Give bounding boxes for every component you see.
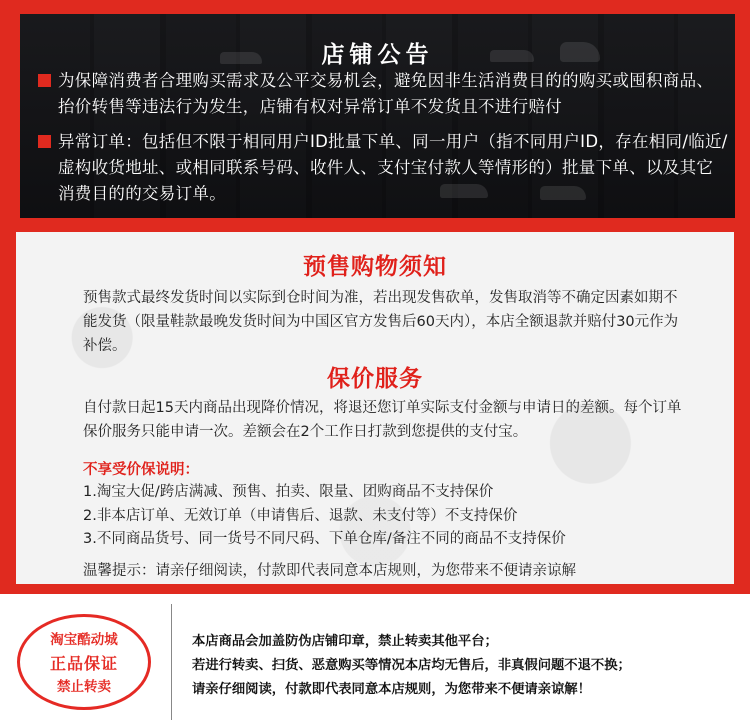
vertical-divider xyxy=(171,604,172,720)
stamp-no-resale: 禁止转卖 xyxy=(57,679,111,695)
footer-line-agree: 请亲仔细阅读，付款即代表同意本店规则，为您带来不便请亲谅解！ xyxy=(192,682,591,697)
list-item: 3.不同商品货号、同一货号不同尺码、下单仓库/备注不同的商品不支持保价 xyxy=(83,531,566,547)
authenticity-section xyxy=(0,598,750,723)
presale-body: 预售款式最终发货时间以实际到仓时间为准，若出现发售砍单，发售取消等不确定因素如期不能发货（限量鞋款最晚发货时间为中国区官方发售后60天内），本店全额退款并赔付30元作为补偿。 xyxy=(83,290,679,354)
store-seal-stamp xyxy=(17,614,151,710)
footer-line-no-aftersale: 若进行转卖、扫货、恶意购买等情况本店均无售后，非真假问题不退不换； xyxy=(192,658,631,673)
stamp-store-name: 淘宝酷动城 xyxy=(50,632,118,648)
price-protection-body: 自付款日起15天内商品出现降价情况，将退还您订单实际支付金额与申请日的差额。每个订单保价服务只能申请一次。差额会在2个工作日打款到您提供的支付宝。 xyxy=(83,400,682,440)
bullet-square-icon xyxy=(38,74,51,87)
notice-paragraph-abnormal-orders xyxy=(58,129,728,207)
presale-title: 预售购物须知 xyxy=(303,254,447,280)
warm-tips: 温馨提示：请亲仔细阅读，付款即代表同意本店规则，为您带来不便请亲谅解 xyxy=(83,563,576,579)
list-item: 2.非本店订单、无效订单（申请售后、退款、未支付等）不支持保价 xyxy=(83,507,518,524)
price-protection-exclusion-title: 不享受价保说明： xyxy=(83,462,199,478)
price-protection-title: 保价服务 xyxy=(327,366,423,392)
policy-panel xyxy=(16,232,734,584)
notice-purpose-text: 为保障消费者合理购买需求及公平交易机会，避免因非生活消费目的的购买或囤积商品、抬价转售等违法行为发生，店铺有权对异常订单不发货且不进行赔付 xyxy=(58,71,714,116)
stamp-authentic: 正品保证 xyxy=(49,654,118,673)
policy-frame xyxy=(0,222,750,594)
list-item: 1.淘宝大促/跨店满减、预售、拍卖、限量、团购商品不支持保价 xyxy=(83,484,494,500)
store-notice-frame xyxy=(0,0,750,222)
price-protection-exclusion-list xyxy=(83,481,566,552)
store-notice-panel xyxy=(20,14,735,218)
store-notice-title: 店铺公告 xyxy=(321,42,434,68)
notice-abnormal-orders-text: 异常订单：包括但不限于相同用户ID批量下单、同一用户（指不同用户ID，存在相同/临近/虚构收货地址、或相同联系号码、收件人、支付宝付款人等情形的）批量下单、以及其它消费目的的交易订单。 xyxy=(58,132,728,203)
bullet-square-icon xyxy=(38,135,51,148)
footer-line-stamp: 本店商品会加盖防伪店铺印章，禁止转卖其他平台； xyxy=(192,634,498,649)
notice-paragraph-purpose xyxy=(58,68,728,120)
